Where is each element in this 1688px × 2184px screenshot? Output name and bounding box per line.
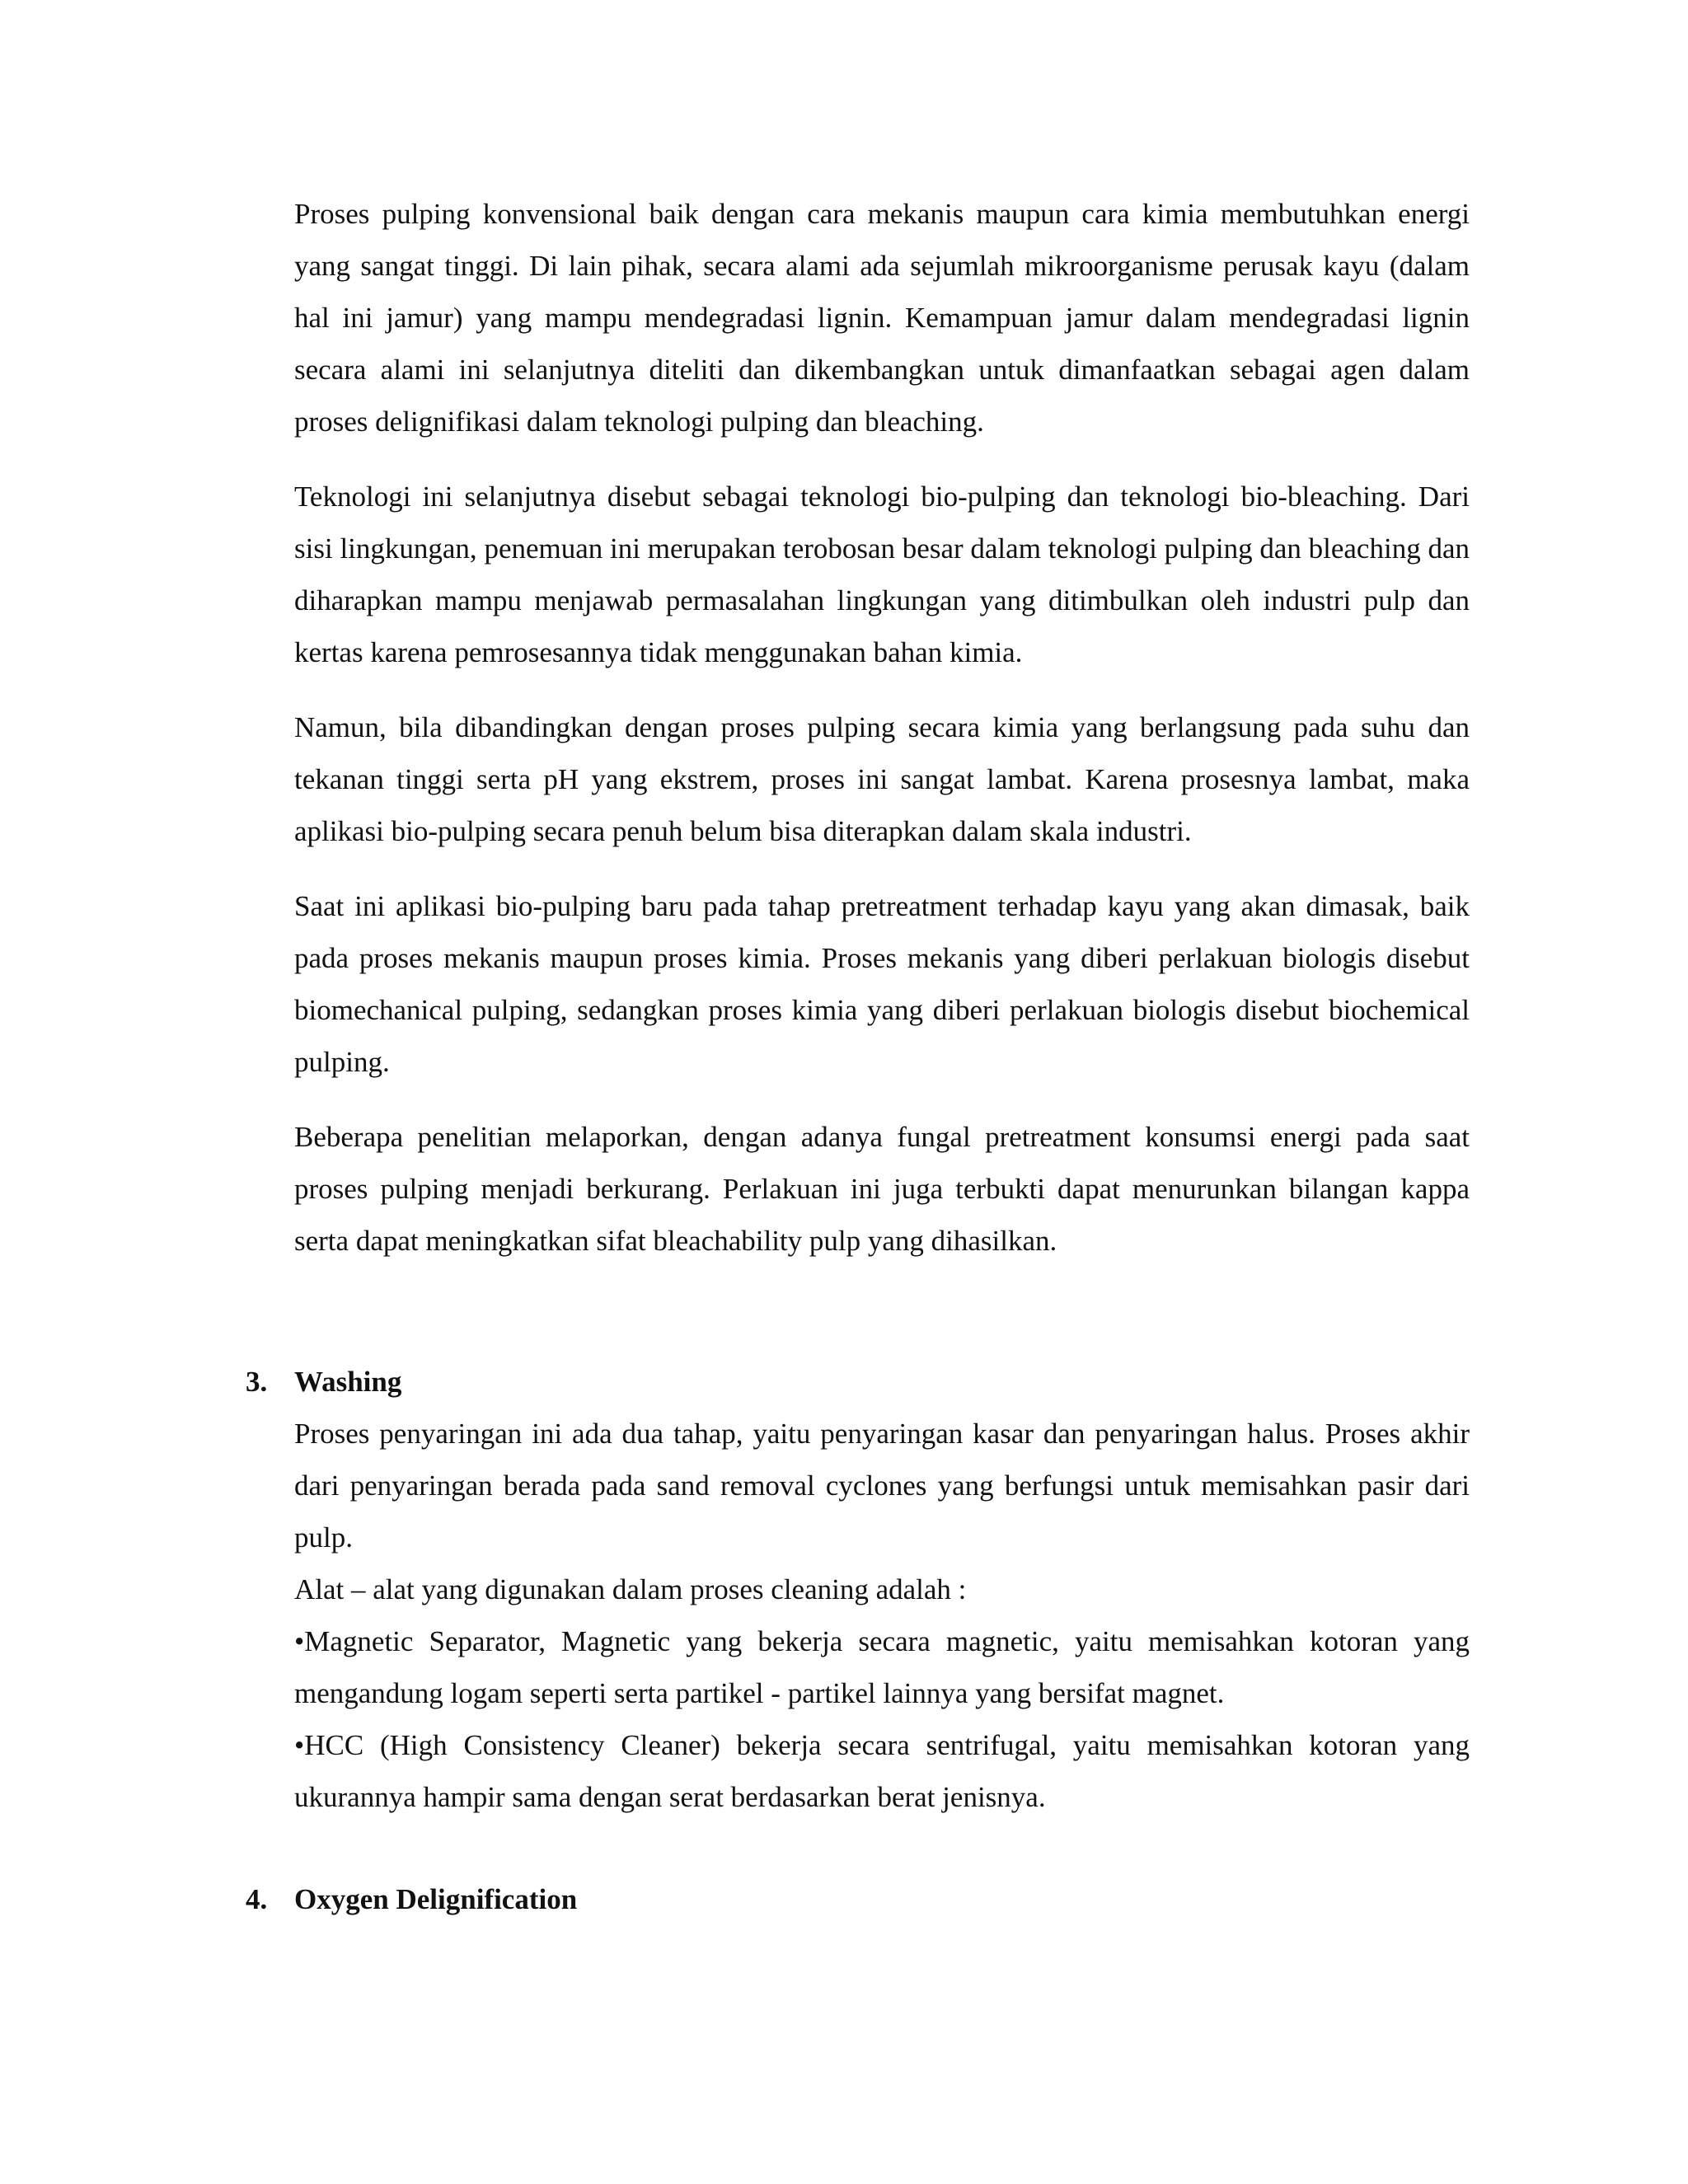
list-item-magnetic-separator: •Magnetic Separator, Magnetic yang bekerja secara magnetic, yaitu memisahkan kotoran yang mengandung logam seperti serta partikel - partikel lainnya yang bersifat magnet. — [294, 1625, 1470, 1709]
section-title: Oxygen Delignification — [294, 1883, 578, 1915]
paragraph-process-speed: Namun, bila dibandingkan dengan proses pulping secara kimia yang berlangsung pada suhu dan tekanan tinggi serta pH yang ekstrem, proses ini sangat lambat. Karena prosesnya lambat, maka aplikasi bio-pulping secara penuh belum bisa diterapkan dalam skala industri. — [294, 711, 1470, 847]
washing-description: Proses penyaringan ini ada dua tahap, yaitu penyaringan kasar dan penyaringan halus. Proses akhir dari penyaringan berada pada sand removal cyclones yang berfungsi untuk memisahkan pasir dari pulp. — [294, 1418, 1470, 1554]
paragraph-bio-pulping-intro: Proses pulping konvensional baik dengan cara mekanis maupun cara kimia membutuhkan energi yang sangat tinggi. Di lain pihak, secara alami ada sejumlah mikroorganisme perusak kayu (dalam hal ini jamur) yang mampu mendegradasi lignin. Kemampuan jamur dalam mendegradasi lignin secara alami ini selanjutnya diteliti dan dikembangkan untuk dimanfaatkan sebagai agen dalam proses delignifikasi dalam teknologi pulping dan bleaching. — [294, 198, 1470, 438]
paragraph-fungal-pretreatment: Beberapa penelitian melaporkan, dengan adanya fungal pretreatment konsumsi energi pada saat proses pulping menjadi berkurang. Perlakuan ini juga terbukti dapat menurunkan bilangan kappa serta dapat meningkatkan sifat bleachability pulp yang dihasilkan. — [294, 1121, 1470, 1257]
section-heading-washing — [246, 1356, 1470, 1408]
list-item-hcc: •HCC (High Consistency Cleaner) bekerja secara sentrifugal, yaitu memisahkan kotoran yang ukurannya hampir sama dengan serat berdasarkan berat jenisnya. — [294, 1729, 1470, 1813]
section-number: 3. — [246, 1366, 268, 1398]
section-oxygen-delignification — [246, 1873, 1470, 1925]
paragraph-bio-bleaching: Teknologi ini selanjutnya disebut sebagai teknologi bio-pulping dan teknologi bio-bleaching. Dari sisi lingkungan, penemuan ini merupakan terobosan besar dalam teknologi pulping dan bleaching dan diharapkan mampu menjawab permasalahan lingkungan yang ditimbulkan oleh industri pulp dan kertas karena pemrosesannya tidak menggunakan bahan kimia. — [294, 480, 1470, 668]
section-body-washing — [294, 1408, 1470, 1823]
cleaning-tools-intro: Alat – alat yang digunakan dalam proses cleaning adalah : — [294, 1573, 967, 1605]
paragraph-pretreatment: Saat ini aplikasi bio-pulping baru pada tahap pretreatment terhadap kayu yang akan dimasak, baik pada proses mekanis maupun proses kimia. Proses mekanis yang diberi perlakuan biologis disebut biomechanical pulping, sedangkan proses kimia yang diberi perlakuan biologis disebut biochemical pulping. — [294, 890, 1470, 1078]
section-number: 4. — [246, 1883, 268, 1915]
section-title: Washing — [294, 1366, 402, 1398]
section-heading-oxygen — [246, 1873, 1470, 1925]
intro-body — [294, 188, 1470, 1290]
section-washing — [246, 1356, 1470, 1823]
